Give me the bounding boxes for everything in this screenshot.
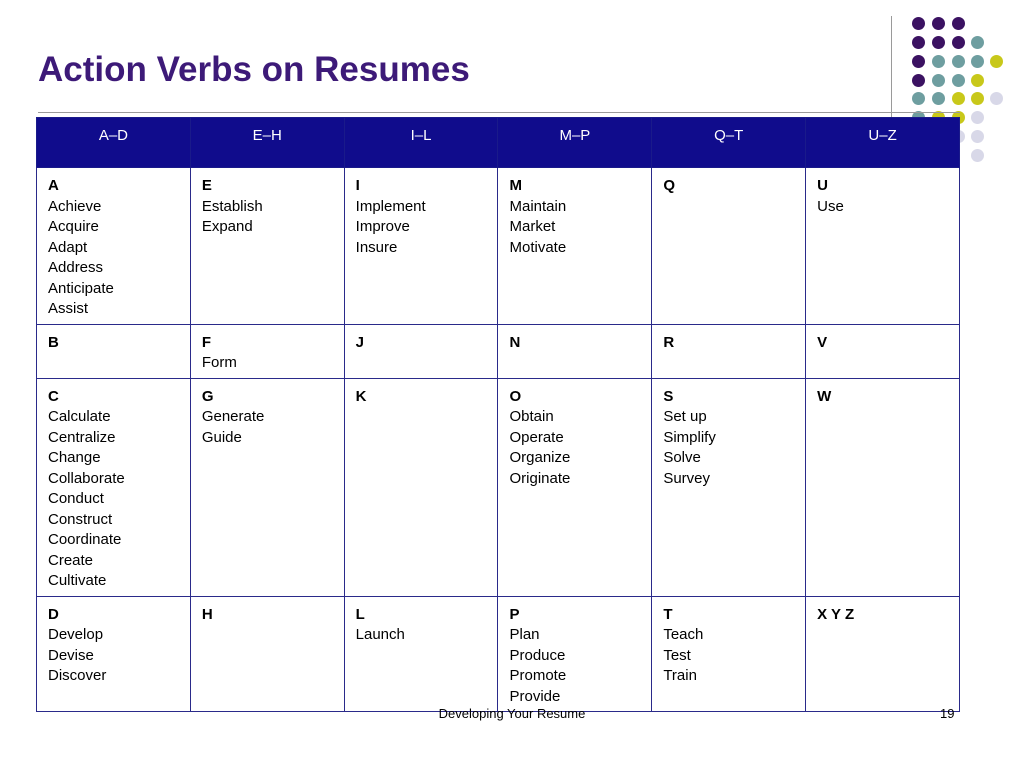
decorative-dot: [971, 92, 984, 105]
table-cell: [652, 378, 806, 596]
action-verb: Develop: [48, 626, 104, 643]
table-cell: [190, 168, 344, 325]
action-verb: Promote: [509, 667, 567, 684]
action-verb: Conduct: [48, 490, 104, 507]
action-verb: Change: [48, 449, 101, 466]
action-verb: Organize: [509, 449, 571, 466]
table-cell: [806, 596, 960, 712]
action-verb: Set up: [663, 408, 707, 425]
column-header: A–D: [37, 118, 191, 168]
decorative-dot: [952, 92, 965, 105]
decorative-dot: [990, 55, 1003, 68]
column-header: E–H: [190, 118, 344, 168]
table-cell: [190, 378, 344, 596]
action-verb: Implement: [355, 197, 426, 215]
table-cell: [498, 168, 652, 325]
action-verb: Devise: [48, 646, 94, 664]
table-cell: [498, 378, 652, 596]
column-header: Q–T: [652, 118, 806, 168]
table-cell: [190, 324, 344, 378]
action-verb: Cultivate: [48, 572, 107, 589]
decorative-dot: [932, 17, 945, 30]
table-row: [37, 378, 960, 596]
letter-heading: Q: [663, 177, 675, 194]
action-verb: Produce: [509, 646, 566, 664]
action-verb: Collaborate: [48, 469, 125, 487]
action-verb: Originate: [509, 469, 571, 487]
letter-heading: R: [663, 333, 675, 351]
decorative-dot: [971, 74, 984, 87]
decorative-dot: [952, 74, 965, 87]
letter-heading: V: [817, 333, 828, 351]
table-cell: [498, 596, 652, 712]
action-verb: Provide: [509, 687, 561, 705]
page-number: 19: [940, 706, 955, 721]
letter-heading: B: [48, 333, 59, 351]
letter-heading: U: [817, 177, 828, 194]
action-verb: Centralize: [48, 428, 116, 446]
letter-heading: F: [201, 333, 211, 351]
action-verb: Train: [663, 667, 697, 684]
letter-heading: E: [201, 177, 212, 194]
action-verb: Anticipate: [48, 279, 114, 297]
action-verb: Achieve: [48, 197, 102, 215]
decorative-dot: [932, 92, 945, 105]
decorative-dot: [952, 17, 965, 30]
column-header: M–P: [498, 118, 652, 168]
letter-heading: X Y Z: [817, 605, 855, 623]
letter-heading: A: [48, 177, 59, 194]
action-verb: Address: [48, 259, 104, 276]
action-verb: Assist: [48, 300, 89, 317]
action-verb: Form: [201, 354, 237, 371]
column-header: U–Z: [806, 118, 960, 168]
table-cell: [344, 596, 498, 712]
decorative-dot: [971, 55, 984, 68]
action-verb: Generate: [201, 408, 265, 425]
letter-heading: T: [663, 605, 673, 623]
action-verb: Acquire: [48, 218, 99, 235]
letter-heading: M: [509, 177, 522, 194]
action-verb: Operate: [509, 428, 564, 446]
decorative-dot: [990, 92, 1003, 105]
table-cell: [652, 168, 806, 325]
letter-heading: J: [355, 333, 364, 351]
table-body: [37, 168, 960, 712]
action-verb: Coordinate: [48, 531, 122, 548]
action-verb: Teach: [663, 626, 704, 643]
decorative-dot: [971, 36, 984, 49]
table-row: [37, 168, 960, 325]
action-verb: Solve: [663, 449, 701, 466]
letter-heading: C: [48, 387, 59, 405]
action-verb: Improve: [355, 218, 410, 235]
table-cell: [37, 378, 191, 596]
table-cell: [344, 168, 498, 325]
decorative-dot: [912, 92, 925, 105]
action-verb: Expand: [201, 218, 253, 235]
decorative-dot: [932, 74, 945, 87]
table-cell: [652, 324, 806, 378]
letter-heading: N: [509, 333, 521, 351]
action-verb: Survey: [663, 469, 710, 487]
action-verb: Obtain: [509, 408, 554, 425]
vertical-divider: [891, 16, 892, 118]
table-cell: [37, 324, 191, 378]
letter-heading: I: [355, 177, 360, 194]
table-cell: [806, 378, 960, 596]
table-row: [37, 324, 960, 378]
table-row: [37, 596, 960, 712]
slide-title: Action Verbs on Resumes: [38, 50, 470, 89]
action-verb: Insure: [355, 238, 398, 256]
letter-heading: D: [48, 605, 59, 623]
table-cell: [806, 324, 960, 378]
letter-heading: W: [817, 387, 832, 405]
action-verb: Plan: [509, 626, 540, 643]
action-verb: Construct: [48, 510, 113, 528]
table-cell: [498, 324, 652, 378]
action-verb: Launch: [355, 626, 405, 643]
decorative-dot: [912, 74, 925, 87]
letter-heading: K: [355, 387, 367, 405]
action-verbs-table: [36, 117, 960, 712]
action-verb: Create: [48, 551, 94, 569]
action-verb: Adapt: [48, 238, 88, 256]
table-cell: [37, 596, 191, 712]
letter-heading: G: [201, 387, 214, 405]
action-verb: Test: [663, 646, 691, 664]
decorative-dot: [912, 17, 925, 30]
table-cell: [37, 168, 191, 325]
decorative-dot: [932, 36, 945, 49]
action-verb: Establish: [201, 197, 263, 215]
letter-heading: S: [663, 387, 674, 405]
decorative-dot: [912, 36, 925, 49]
letter-heading: P: [509, 605, 520, 623]
action-verb: Market: [509, 218, 556, 235]
table-cell: [344, 324, 498, 378]
decorative-dot: [912, 55, 925, 68]
letter-heading: H: [201, 605, 213, 623]
decorative-dot: [932, 55, 945, 68]
column-header: I–L: [344, 118, 498, 168]
action-verb: Guide: [201, 428, 242, 446]
footer-text: Developing Your Resume: [438, 706, 586, 721]
decorative-dot: [971, 149, 984, 162]
table-header-row: [37, 118, 960, 168]
action-verb: Simplify: [663, 428, 716, 446]
action-verb: Discover: [48, 667, 107, 684]
table-cell: [806, 168, 960, 325]
horizontal-divider: [38, 112, 960, 113]
table-cell: [344, 378, 498, 596]
verbs-table-container: [36, 117, 960, 712]
action-verb: Use: [817, 197, 844, 215]
action-verb: Motivate: [509, 238, 567, 256]
letter-heading: O: [509, 387, 522, 405]
decorative-dot: [971, 111, 984, 124]
table-cell: [190, 596, 344, 712]
action-verb: Maintain: [509, 197, 567, 215]
table-cell: [652, 596, 806, 712]
decorative-dot: [952, 55, 965, 68]
action-verb: Calculate: [48, 408, 111, 425]
decorative-dot: [952, 36, 965, 49]
letter-heading: L: [355, 605, 365, 623]
decorative-dot: [971, 130, 984, 143]
